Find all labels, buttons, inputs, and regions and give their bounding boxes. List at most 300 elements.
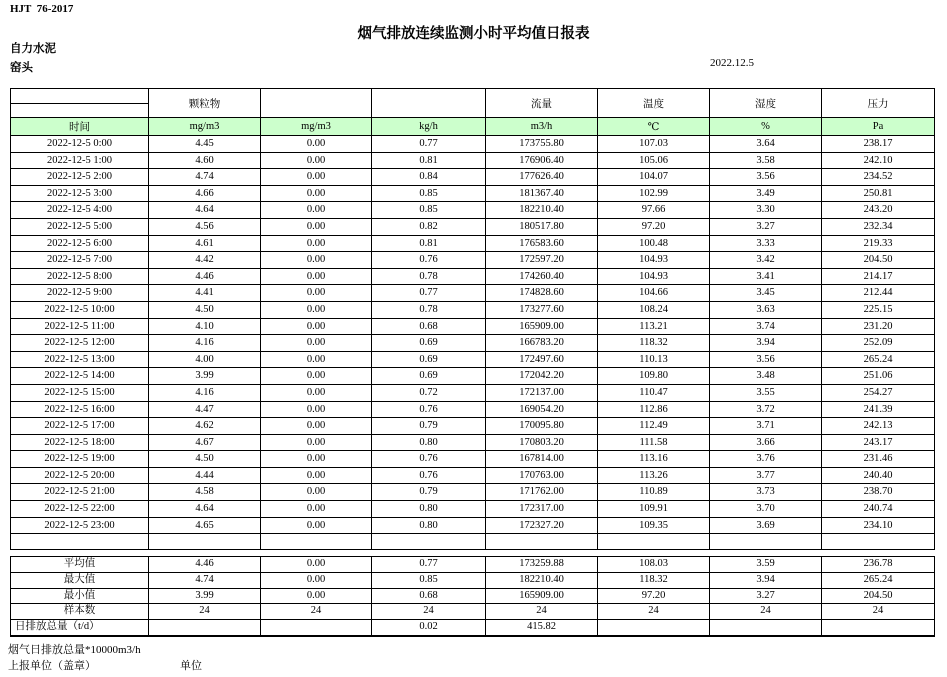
- value-cell: 254.27: [822, 384, 935, 401]
- summary-value-cell: [710, 620, 822, 636]
- value-cell: 0.72: [372, 384, 486, 401]
- group-header-row: [11, 89, 935, 104]
- unit-kgh: kg/h: [372, 118, 486, 136]
- value-cell: 0.00: [261, 301, 372, 318]
- value-cell: 3.49: [710, 185, 822, 202]
- value-cell: 172597.20: [486, 252, 598, 269]
- summary-row: [11, 557, 935, 573]
- hourly-rows-body: [11, 136, 935, 550]
- value-cell: 177626.40: [486, 169, 598, 186]
- summary-row: [11, 588, 935, 604]
- summary-value-cell: [149, 620, 261, 636]
- value-cell: 174828.60: [486, 285, 598, 302]
- summary-value-cell: 0.85: [372, 572, 486, 588]
- value-cell: 0.00: [261, 218, 372, 235]
- time-cell: 2022-12-5 18:00: [11, 434, 149, 451]
- value-cell: 4.42: [149, 252, 261, 269]
- value-cell: 0.00: [261, 252, 372, 269]
- value-cell: 104.93: [598, 252, 710, 269]
- value-cell: 252.09: [822, 335, 935, 352]
- time-header-upper-cell: [11, 89, 149, 104]
- table-row: [11, 185, 935, 202]
- summary-value-cell: 24: [149, 604, 261, 620]
- summary-value-cell: [598, 620, 710, 636]
- value-cell: 172317.00: [486, 501, 598, 518]
- value-cell: 3.55: [710, 384, 822, 401]
- value-cell: 3.74: [710, 318, 822, 335]
- table-row: [11, 136, 935, 153]
- value-cell: 4.16: [149, 384, 261, 401]
- value-cell: 234.52: [822, 169, 935, 186]
- time-cell: 2022-12-5 9:00: [11, 285, 149, 302]
- time-cell: 2022-12-5 0:00: [11, 136, 149, 153]
- value-cell: 4.66: [149, 185, 261, 202]
- value-cell: 242.10: [822, 152, 935, 169]
- time-cell: 2022-12-5 2:00: [11, 169, 149, 186]
- value-cell: 4.41: [149, 285, 261, 302]
- summary-value-cell: 265.24: [822, 572, 935, 588]
- value-cell: 219.33: [822, 235, 935, 252]
- value-cell: 4.44: [149, 467, 261, 484]
- value-cell: 3.66: [710, 434, 822, 451]
- value-cell: 243.17: [822, 434, 935, 451]
- value-cell: 4.61: [149, 235, 261, 252]
- value-cell: 231.20: [822, 318, 935, 335]
- time-cell: 2022-12-5 5:00: [11, 218, 149, 235]
- company-name: 自力水泥: [10, 43, 56, 55]
- summary-value-cell: 4.46: [149, 557, 261, 573]
- value-cell: 3.63: [710, 301, 822, 318]
- value-cell: 0.76: [372, 451, 486, 468]
- value-cell: 238.70: [822, 484, 935, 501]
- value-cell: 4.74: [149, 169, 261, 186]
- value-cell: 0.00: [261, 268, 372, 285]
- table-row: [11, 434, 935, 451]
- empty-cell: [372, 534, 486, 550]
- value-cell: 0.77: [372, 136, 486, 153]
- value-cell: 113.26: [598, 467, 710, 484]
- value-cell: 3.27: [710, 218, 822, 235]
- value-cell: 0.77: [372, 285, 486, 302]
- unit-mgm3-2: mg/m3: [261, 118, 372, 136]
- value-cell: 0.00: [261, 169, 372, 186]
- value-cell: 243.20: [822, 202, 935, 219]
- summary-value-cell: 118.32: [598, 572, 710, 588]
- summary-row: [11, 604, 935, 620]
- summary-value-cell: 97.20: [598, 588, 710, 604]
- value-cell: 3.58: [710, 152, 822, 169]
- value-cell: 4.00: [149, 351, 261, 368]
- time-header-lower-cell: [11, 104, 149, 118]
- time-cell: 2022-12-5 22:00: [11, 501, 149, 518]
- table-row: [11, 235, 935, 252]
- value-cell: 112.49: [598, 418, 710, 435]
- value-cell: 110.89: [598, 484, 710, 501]
- value-cell: 0.00: [261, 401, 372, 418]
- summary-value-cell: 0.77: [372, 557, 486, 573]
- value-cell: 3.30: [710, 202, 822, 219]
- table-row: [11, 384, 935, 401]
- value-cell: 110.47: [598, 384, 710, 401]
- table-row: [11, 301, 935, 318]
- value-cell: 172327.20: [486, 517, 598, 534]
- value-cell: 3.41: [710, 268, 822, 285]
- value-cell: 3.99: [149, 368, 261, 385]
- time-cell: 2022-12-5 7:00: [11, 252, 149, 269]
- table-row: [11, 252, 935, 269]
- summary-value-cell: 0.00: [261, 588, 372, 604]
- value-cell: 167814.00: [486, 451, 598, 468]
- value-cell: 4.45: [149, 136, 261, 153]
- value-cell: 0.00: [261, 335, 372, 352]
- value-cell: 110.13: [598, 351, 710, 368]
- value-cell: 0.85: [372, 202, 486, 219]
- table-row: [11, 484, 935, 501]
- time-cell: 2022-12-5 1:00: [11, 152, 149, 169]
- empty-cell: [822, 534, 935, 550]
- time-cell: 2022-12-5 21:00: [11, 484, 149, 501]
- value-cell: 171762.00: [486, 484, 598, 501]
- time-cell: 2022-12-5 13:00: [11, 351, 149, 368]
- time-cell: 2022-12-5 20:00: [11, 467, 149, 484]
- value-cell: 242.13: [822, 418, 935, 435]
- time-cell: 2022-12-5 4:00: [11, 202, 149, 219]
- value-cell: 0.00: [261, 484, 372, 501]
- report-date: 2022.12.5: [710, 57, 754, 69]
- value-cell: 3.42: [710, 252, 822, 269]
- value-cell: 176906.40: [486, 152, 598, 169]
- value-cell: 0.00: [261, 152, 372, 169]
- value-cell: 4.50: [149, 301, 261, 318]
- empty-cell: [149, 534, 261, 550]
- value-cell: 0.80: [372, 501, 486, 518]
- value-cell: 109.80: [598, 368, 710, 385]
- value-cell: 3.56: [710, 169, 822, 186]
- empty-cell: [486, 534, 598, 550]
- summary-value-cell: 3.27: [710, 588, 822, 604]
- summary-label: 最小值: [11, 588, 149, 604]
- particulate-header-label: 颗粒物: [149, 89, 261, 118]
- value-cell: 4.58: [149, 484, 261, 501]
- value-cell: 4.47: [149, 401, 261, 418]
- pressure-header-label: 压力: [822, 89, 935, 118]
- value-cell: 97.20: [598, 218, 710, 235]
- table-row: [11, 152, 935, 169]
- unit-percent: %: [710, 118, 822, 136]
- summary-value-cell: 415.82: [486, 620, 598, 636]
- summary-value-cell: 24: [261, 604, 372, 620]
- time-cell: 2022-12-5 14:00: [11, 368, 149, 385]
- value-cell: 3.33: [710, 235, 822, 252]
- value-cell: 0.00: [261, 285, 372, 302]
- table-row: [11, 169, 935, 186]
- time-cell: 2022-12-5 17:00: [11, 418, 149, 435]
- signature-line: [8, 657, 408, 673]
- summary-value-cell: 3.59: [710, 557, 822, 573]
- empty-cell: [11, 534, 149, 550]
- value-cell: 214.17: [822, 268, 935, 285]
- value-cell: 113.16: [598, 451, 710, 468]
- value-cell: 238.17: [822, 136, 935, 153]
- value-cell: 172497.60: [486, 351, 598, 368]
- value-cell: 240.40: [822, 467, 935, 484]
- station-name: 窑头: [10, 62, 33, 74]
- summary-value-cell: 4.74: [149, 572, 261, 588]
- value-cell: 232.34: [822, 218, 935, 235]
- value-cell: 109.91: [598, 501, 710, 518]
- table-row: [11, 335, 935, 352]
- time-cell: 2022-12-5 3:00: [11, 185, 149, 202]
- summary-value-cell: 3.99: [149, 588, 261, 604]
- table-row: [11, 401, 935, 418]
- value-cell: 118.32: [598, 335, 710, 352]
- value-cell: 4.65: [149, 517, 261, 534]
- value-cell: 0.00: [261, 185, 372, 202]
- value-cell: 174260.40: [486, 268, 598, 285]
- value-cell: 102.99: [598, 185, 710, 202]
- table-row: [11, 451, 935, 468]
- blank-header-3: [372, 89, 486, 118]
- time-cell: 2022-12-5 11:00: [11, 318, 149, 335]
- value-cell: 4.64: [149, 202, 261, 219]
- table-row: [11, 517, 935, 534]
- value-cell: 0.00: [261, 136, 372, 153]
- time-column-label: 时间: [11, 118, 149, 136]
- summary-value-cell: [261, 620, 372, 636]
- table-row: [11, 318, 935, 335]
- summary-value-cell: 0.00: [261, 557, 372, 573]
- value-cell: 3.48: [710, 368, 822, 385]
- value-cell: 0.00: [261, 434, 372, 451]
- value-cell: 0.69: [372, 368, 486, 385]
- table-row: [11, 418, 935, 435]
- value-cell: 4.16: [149, 335, 261, 352]
- value-cell: 4.60: [149, 152, 261, 169]
- value-cell: 109.35: [598, 517, 710, 534]
- blank-header-2: [261, 89, 372, 118]
- value-cell: 0.81: [372, 152, 486, 169]
- summary-value-cell: 24: [710, 604, 822, 620]
- table-row: [11, 467, 935, 484]
- value-cell: 104.66: [598, 285, 710, 302]
- table-row: [11, 218, 935, 235]
- value-cell: 0.69: [372, 335, 486, 352]
- value-cell: 181367.40: [486, 185, 598, 202]
- value-cell: 0.00: [261, 368, 372, 385]
- value-cell: 176583.60: [486, 235, 598, 252]
- value-cell: 113.21: [598, 318, 710, 335]
- time-cell: 2022-12-5 15:00: [11, 384, 149, 401]
- value-cell: 0.76: [372, 467, 486, 484]
- table-row: [11, 202, 935, 219]
- unit-mgm3-1: mg/m3: [149, 118, 261, 136]
- value-cell: 0.69: [372, 351, 486, 368]
- value-cell: 0.00: [261, 235, 372, 252]
- flow-header-label: 流量: [486, 89, 598, 118]
- value-cell: 173277.60: [486, 301, 598, 318]
- value-cell: 3.73: [710, 484, 822, 501]
- value-cell: 0.76: [372, 401, 486, 418]
- value-cell: 225.15: [822, 301, 935, 318]
- value-cell: 0.80: [372, 517, 486, 534]
- time-cell: 2022-12-5 6:00: [11, 235, 149, 252]
- summary-table: [10, 556, 935, 637]
- value-cell: 0.00: [261, 501, 372, 518]
- empty-cell: [261, 534, 372, 550]
- value-cell: 170763.00: [486, 467, 598, 484]
- value-cell: 180517.80: [486, 218, 598, 235]
- value-cell: 3.72: [710, 401, 822, 418]
- value-cell: 97.66: [598, 202, 710, 219]
- summary-value-cell: [822, 620, 935, 636]
- value-cell: 0.00: [261, 451, 372, 468]
- summary-rows-body: [11, 557, 935, 636]
- time-cell: 2022-12-5 19:00: [11, 451, 149, 468]
- time-cell: 2022-12-5 10:00: [11, 301, 149, 318]
- value-cell: 3.94: [710, 335, 822, 352]
- value-cell: 0.00: [261, 318, 372, 335]
- value-cell: 0.00: [261, 202, 372, 219]
- value-cell: 0.00: [261, 467, 372, 484]
- value-cell: 4.50: [149, 451, 261, 468]
- value-cell: 0.80: [372, 434, 486, 451]
- table-row: [11, 368, 935, 385]
- value-cell: 4.46: [149, 268, 261, 285]
- value-cell: 105.06: [598, 152, 710, 169]
- summary-row: [11, 572, 935, 588]
- value-cell: 0.81: [372, 235, 486, 252]
- value-cell: 4.62: [149, 418, 261, 435]
- value-cell: 170095.80: [486, 418, 598, 435]
- value-cell: 0.78: [372, 268, 486, 285]
- unit-pa: Pa: [822, 118, 935, 136]
- summary-value-cell: 173259.88: [486, 557, 598, 573]
- time-cell: 2022-12-5 23:00: [11, 517, 149, 534]
- table-row: [11, 351, 935, 368]
- report-unit-label: 上报单位（盖章）: [8, 660, 96, 672]
- summary-value-cell: 0.00: [261, 572, 372, 588]
- summary-label: 平均值: [11, 557, 149, 573]
- value-cell: 182210.40: [486, 202, 598, 219]
- value-cell: 172042.20: [486, 368, 598, 385]
- time-cell: 2022-12-5 8:00: [11, 268, 149, 285]
- summary-value-cell: 0.68: [372, 588, 486, 604]
- summary-value-cell: 165909.00: [486, 588, 598, 604]
- time-cell: 2022-12-5 12:00: [11, 335, 149, 352]
- time-cell: 2022-12-5 16:00: [11, 401, 149, 418]
- summary-label: 最大值: [11, 572, 149, 588]
- summary-value-cell: 3.94: [710, 572, 822, 588]
- value-cell: 4.10: [149, 318, 261, 335]
- table-row: [11, 268, 935, 285]
- table-row: [11, 501, 935, 518]
- standard-code: HJT 76-2017: [10, 3, 74, 15]
- summary-value-cell: 24: [372, 604, 486, 620]
- summary-value-cell: 24: [822, 604, 935, 620]
- value-cell: 165909.00: [486, 318, 598, 335]
- units-row: [11, 118, 935, 136]
- value-cell: 212.44: [822, 285, 935, 302]
- value-cell: 100.48: [598, 235, 710, 252]
- value-cell: 0.00: [261, 517, 372, 534]
- table-row: [11, 285, 935, 302]
- value-cell: 250.81: [822, 185, 935, 202]
- summary-value-cell: 204.50: [822, 588, 935, 604]
- summary-value-cell: 236.78: [822, 557, 935, 573]
- value-cell: 3.76: [710, 451, 822, 468]
- temperature-header-label: 温度: [598, 89, 710, 118]
- value-cell: 3.77: [710, 467, 822, 484]
- value-cell: 0.78: [372, 301, 486, 318]
- value-cell: 241.39: [822, 401, 935, 418]
- value-cell: 0.82: [372, 218, 486, 235]
- value-cell: 3.56: [710, 351, 822, 368]
- page-title: 烟气排放连续监测小时平均值日报表: [357, 26, 590, 42]
- humidity-header-label: 湿度: [710, 89, 822, 118]
- unit-celsius: ℃: [598, 118, 710, 136]
- value-cell: 166783.20: [486, 335, 598, 352]
- value-cell: 104.93: [598, 268, 710, 285]
- value-cell: 3.70: [710, 501, 822, 518]
- value-cell: 107.03: [598, 136, 710, 153]
- value-cell: 172137.00: [486, 384, 598, 401]
- value-cell: 3.71: [710, 418, 822, 435]
- value-cell: 0.00: [261, 384, 372, 401]
- value-cell: 112.86: [598, 401, 710, 418]
- value-cell: 0.00: [261, 351, 372, 368]
- value-cell: 173755.80: [486, 136, 598, 153]
- summary-value-cell: 24: [486, 604, 598, 620]
- hourly-data-table: [10, 88, 935, 550]
- value-cell: 3.45: [710, 285, 822, 302]
- value-cell: 108.24: [598, 301, 710, 318]
- value-cell: 4.56: [149, 218, 261, 235]
- value-cell: 240.74: [822, 501, 935, 518]
- value-cell: 3.69: [710, 517, 822, 534]
- value-cell: 3.64: [710, 136, 822, 153]
- value-cell: 0.76: [372, 252, 486, 269]
- value-cell: 0.85: [372, 185, 486, 202]
- summary-value-cell: 108.03: [598, 557, 710, 573]
- value-cell: 0.79: [372, 484, 486, 501]
- empty-row: [11, 534, 935, 550]
- unit-m3h: m3/h: [486, 118, 598, 136]
- value-cell: 204.50: [822, 252, 935, 269]
- summary-label: 日排放总量（t/d）: [11, 620, 149, 636]
- empty-cell: [598, 534, 710, 550]
- summary-value-cell: 182210.40: [486, 572, 598, 588]
- value-cell: 111.58: [598, 434, 710, 451]
- empty-cell: [710, 534, 822, 550]
- value-cell: 234.10: [822, 517, 935, 534]
- value-cell: 0.84: [372, 169, 486, 186]
- value-cell: 265.24: [822, 351, 935, 368]
- summary-row: [11, 620, 935, 636]
- value-cell: 0.00: [261, 418, 372, 435]
- value-cell: 231.46: [822, 451, 935, 468]
- summary-label: 样本数: [11, 604, 149, 620]
- value-cell: 169054.20: [486, 401, 598, 418]
- unit-label: 单位: [180, 660, 202, 672]
- value-cell: 251.06: [822, 368, 935, 385]
- value-cell: 104.07: [598, 169, 710, 186]
- value-cell: 4.67: [149, 434, 261, 451]
- value-cell: 170803.20: [486, 434, 598, 451]
- value-cell: 0.68: [372, 318, 486, 335]
- summary-value-cell: 24: [598, 604, 710, 620]
- value-cell: 4.64: [149, 501, 261, 518]
- value-cell: 0.79: [372, 418, 486, 435]
